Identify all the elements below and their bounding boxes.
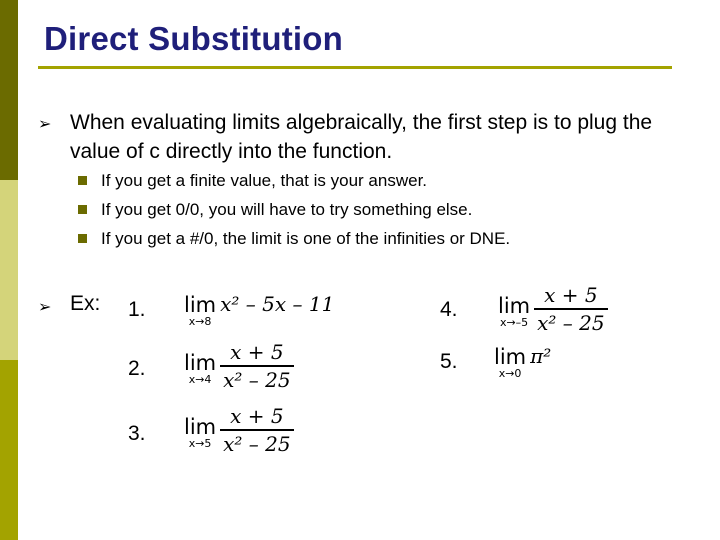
lim-word: lim (494, 345, 527, 369)
sub-point-text: If you get a finite value, that is your answer. (101, 171, 428, 190)
numerator: x + 5 (230, 340, 284, 364)
limit-operator (494, 346, 526, 380)
lim-subscript: x→0 (498, 367, 522, 380)
sub-point (78, 229, 510, 249)
slide-title: Direct Substitution (44, 20, 343, 57)
fraction (220, 404, 293, 456)
fraction (220, 340, 293, 392)
example-number: 4. (440, 298, 458, 321)
arrow-bullet-icon: ➢ (38, 299, 52, 316)
denominator: x² – 25 (220, 429, 293, 456)
limit-operator (498, 295, 530, 329)
sub-point (78, 171, 427, 191)
limit-operator (184, 352, 216, 386)
example-5-expression (494, 346, 551, 380)
lim-word: lim (498, 294, 531, 318)
arrow-bullet-icon: ➢ (38, 116, 52, 133)
lim-subscript: x→–5 (499, 316, 529, 329)
example-number: 1. (128, 298, 146, 321)
lim-subscript: x→8 (188, 315, 212, 328)
example-3-expression (184, 404, 294, 456)
left-band-bottom (0, 360, 18, 540)
examples-label: Ex: (70, 292, 101, 315)
sub-point-text: If you get 0/0, you will have to try something else. (101, 200, 473, 219)
square-bullet-icon (78, 205, 87, 214)
denominator: x² – 25 (220, 365, 293, 392)
fraction (534, 283, 607, 335)
left-band-middle (0, 180, 18, 360)
title-underline (38, 66, 672, 69)
square-bullet-icon (78, 176, 87, 185)
lim-word: lim (184, 415, 217, 439)
example-number: 3. (128, 422, 146, 445)
left-band-top (0, 0, 18, 180)
lim-subscript: x→5 (188, 437, 212, 450)
example-1-expression (184, 294, 334, 328)
example-2-expression (184, 340, 294, 392)
denominator: x² – 25 (534, 308, 607, 335)
lim-word: lim (184, 351, 217, 375)
example-number: 2. (128, 357, 146, 380)
example-4-expression (498, 283, 608, 335)
numerator: x + 5 (544, 283, 598, 307)
square-bullet-icon (78, 234, 87, 243)
lim-subscript: x→4 (188, 373, 212, 386)
sub-point (78, 200, 472, 220)
limit-operator (184, 416, 216, 450)
function-expression: π² (530, 344, 552, 368)
numerator: x + 5 (230, 404, 284, 428)
limit-operator (184, 294, 216, 328)
lim-word: lim (184, 293, 217, 317)
sub-point-text: If you get a #/0, the limit is one of the infinities or DNE. (101, 229, 511, 248)
function-expression: x² – 5x – 11 (220, 292, 335, 316)
example-number: 5. (440, 350, 458, 373)
main-point: When evaluating limits algebraically, the first step is to plug the value of c directly into the function. (70, 111, 653, 163)
